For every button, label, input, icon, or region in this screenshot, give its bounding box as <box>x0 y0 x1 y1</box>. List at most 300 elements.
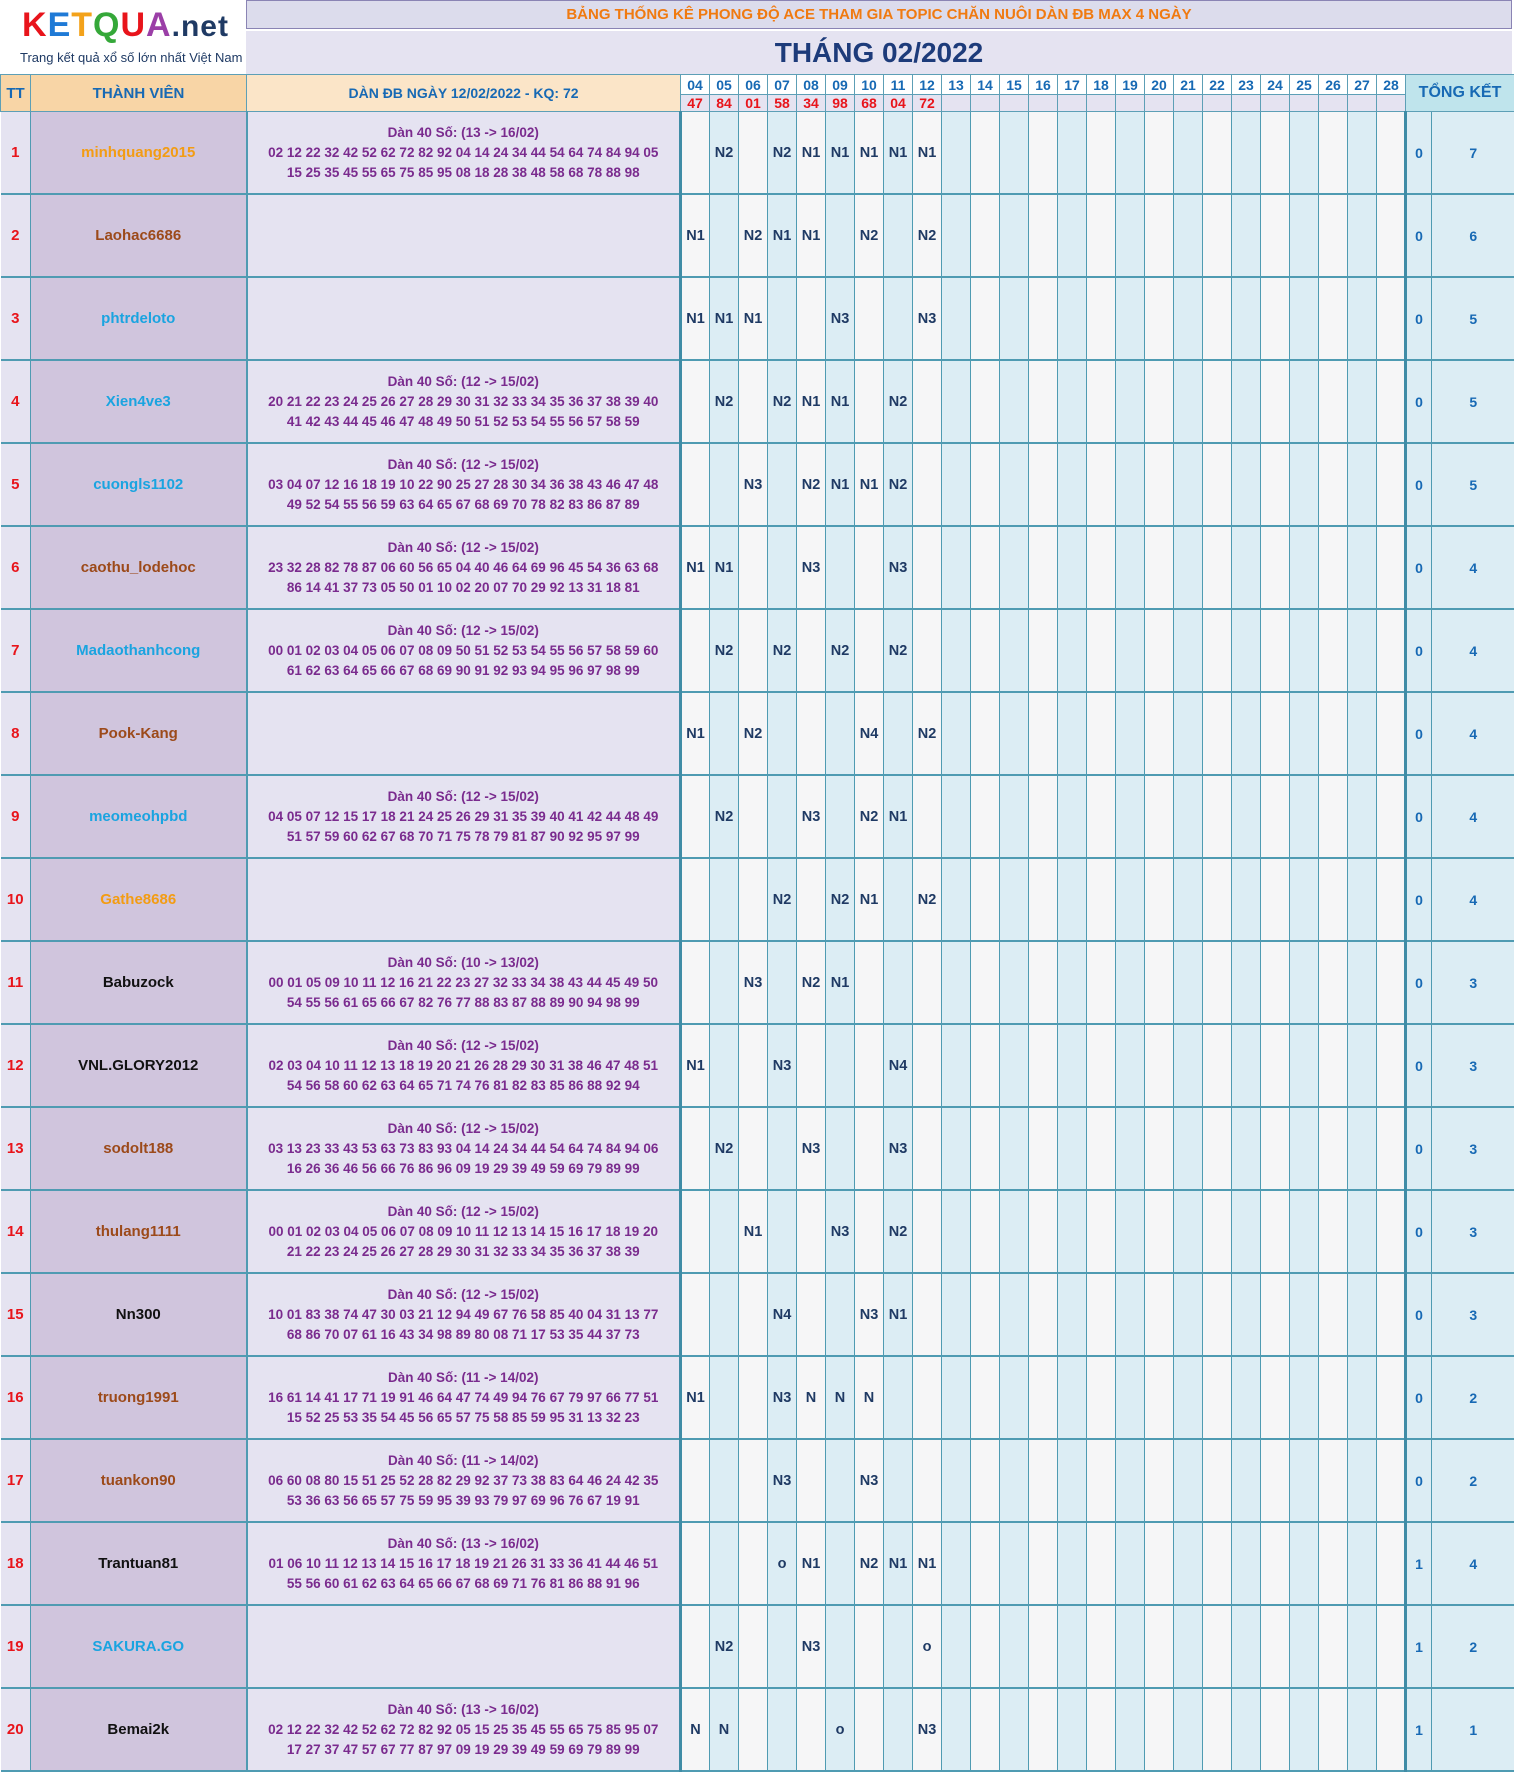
day-cell <box>1029 526 1058 609</box>
day-result <box>1232 95 1261 112</box>
day-cell: N1 <box>913 112 942 195</box>
day-cell <box>797 609 826 692</box>
day-cell: N3 <box>768 1439 797 1522</box>
logo-suffix: .net <box>172 10 229 44</box>
month-title: THÁNG 02/2022 <box>246 31 1512 74</box>
day-cell: N1 <box>797 194 826 277</box>
day-cell <box>797 1190 826 1273</box>
day-cell <box>1174 692 1203 775</box>
day-cell <box>1348 526 1377 609</box>
member-name[interactable]: Trantuan81 <box>31 1522 247 1605</box>
day-cell: N2 <box>855 775 884 858</box>
day-cell <box>855 1605 884 1688</box>
dan-cell <box>247 112 681 195</box>
day-cell: N2 <box>710 775 739 858</box>
day-cell <box>1348 360 1377 443</box>
day-cell <box>1203 443 1232 526</box>
day-cell <box>826 1107 855 1190</box>
day-cell <box>942 1522 971 1605</box>
day-cell <box>1377 194 1406 277</box>
day-cell <box>1319 112 1348 195</box>
day-cell <box>1203 609 1232 692</box>
dan-line: 68 86 70 07 61 16 43 34 98 89 80 08 71 17 53 35 44 37 73 <box>248 1325 680 1345</box>
member-name[interactable]: Nn300 <box>31 1273 247 1356</box>
day-cell <box>768 1190 797 1273</box>
row-number: 9 <box>1 775 31 858</box>
day-cell <box>1000 1190 1029 1273</box>
day-cell: N2 <box>768 609 797 692</box>
day-cell <box>1145 1522 1174 1605</box>
dan-line: 15 25 35 45 55 65 75 85 95 08 18 28 38 48 58 68 78 88 98 <box>248 163 680 183</box>
member-name[interactable]: Babuzock <box>31 941 247 1024</box>
day-cell <box>1174 1439 1203 1522</box>
day-cell <box>710 1024 739 1107</box>
day-header: 23 <box>1232 75 1261 95</box>
day-cell <box>884 194 913 277</box>
day-cell <box>1348 692 1377 775</box>
member-name[interactable]: truong1991 <box>31 1356 247 1439</box>
day-cell <box>942 1356 971 1439</box>
day-cell <box>1290 1107 1319 1190</box>
day-cell <box>1000 1439 1029 1522</box>
member-name[interactable]: Laohac6686 <box>31 194 247 277</box>
total-score: 3 <box>1432 941 1514 1024</box>
day-cell: N2 <box>884 360 913 443</box>
dan-line: Dàn 40 Số: (11 -> 14/02) <box>248 1451 680 1471</box>
day-cell <box>739 775 768 858</box>
row-number: 17 <box>1 1439 31 1522</box>
row-number: 16 <box>1 1356 31 1439</box>
dan-line: 02 12 22 32 42 52 62 72 82 92 05 15 25 35 45 55 65 75 85 95 07 <box>248 1720 680 1740</box>
day-cell: N2 <box>855 194 884 277</box>
day-cell <box>1261 526 1290 609</box>
day-cell <box>1319 194 1348 277</box>
day-cell <box>739 1688 768 1771</box>
dan-cell <box>247 1107 681 1190</box>
dan-line: 55 56 60 61 62 63 64 65 66 67 68 69 71 76 81 86 88 91 96 <box>248 1574 680 1594</box>
ketqua-logo[interactable] <box>0 0 244 76</box>
day-cell <box>1087 609 1116 692</box>
day-cell <box>1377 1024 1406 1107</box>
day-cell <box>1290 609 1319 692</box>
row-number: 7 <box>1 609 31 692</box>
day-cell <box>1000 1273 1029 1356</box>
day-cell: N2 <box>710 1605 739 1688</box>
day-cell <box>1087 1356 1116 1439</box>
row-number: 5 <box>1 443 31 526</box>
member-name[interactable]: tuankon90 <box>31 1439 247 1522</box>
day-cell: N1 <box>855 443 884 526</box>
day-cell: N1 <box>739 1190 768 1273</box>
day-cell <box>1290 112 1319 195</box>
day-cell <box>1058 360 1087 443</box>
logo-letter: E <box>48 6 72 45</box>
day-cell <box>681 1190 710 1273</box>
dan-cell <box>247 775 681 858</box>
day-cell: N3 <box>884 1107 913 1190</box>
day-cell <box>1029 277 1058 360</box>
day-cell: N3 <box>768 1024 797 1107</box>
day-cell <box>1203 360 1232 443</box>
day-cell <box>1058 443 1087 526</box>
day-cell <box>1377 1107 1406 1190</box>
day-cell <box>1261 1605 1290 1688</box>
day-cell <box>1029 360 1058 443</box>
day-cell <box>1116 1024 1145 1107</box>
member-name[interactable]: Pook-Kang <box>31 692 247 775</box>
day-result <box>1116 95 1145 112</box>
stats-table <box>0 74 1514 1772</box>
member-name[interactable]: SAKURA.GO <box>31 1605 247 1688</box>
day-cell <box>1145 1439 1174 1522</box>
day-cell <box>1116 526 1145 609</box>
dan-cell <box>247 1356 681 1439</box>
day-cell <box>1174 360 1203 443</box>
day-cell <box>971 194 1000 277</box>
day-cell <box>1029 1688 1058 1771</box>
total-hits: 0 <box>1406 1107 1432 1190</box>
dan-line: 00 01 02 03 04 05 06 07 08 09 50 51 52 53 54 55 56 57 58 59 60 <box>248 641 680 661</box>
day-cell <box>942 858 971 941</box>
day-cell <box>1261 1107 1290 1190</box>
day-header: 14 <box>971 75 1000 95</box>
day-cell <box>942 1024 971 1107</box>
day-cell <box>1116 1522 1145 1605</box>
day-cell <box>739 360 768 443</box>
day-cell: N2 <box>797 443 826 526</box>
day-cell <box>913 1190 942 1273</box>
day-cell <box>1087 775 1116 858</box>
row-number: 4 <box>1 360 31 443</box>
day-cell <box>1029 443 1058 526</box>
day-result: 84 <box>710 95 739 112</box>
day-cell <box>1377 277 1406 360</box>
day-cell <box>1145 526 1174 609</box>
day-cell: N1 <box>739 277 768 360</box>
day-cell <box>1203 112 1232 195</box>
day-cell <box>971 360 1000 443</box>
day-cell: N1 <box>884 112 913 195</box>
day-cell <box>855 526 884 609</box>
day-cell <box>971 1190 1000 1273</box>
day-cell <box>1377 692 1406 775</box>
total-hits: 0 <box>1406 1273 1432 1356</box>
day-cell: N <box>681 1688 710 1771</box>
day-cell <box>942 194 971 277</box>
day-cell: N2 <box>855 1522 884 1605</box>
member-name[interactable]: cuongls1102 <box>31 443 247 526</box>
day-cell <box>855 1190 884 1273</box>
day-cell <box>1087 1605 1116 1688</box>
total-hits: 1 <box>1406 1522 1432 1605</box>
day-cell <box>1145 112 1174 195</box>
day-cell <box>1203 941 1232 1024</box>
day-cell <box>1348 1356 1377 1439</box>
dan-line: Dàn 40 Số: (12 -> 15/02) <box>248 455 680 475</box>
day-cell <box>1058 1190 1087 1273</box>
dan-cell <box>247 1190 681 1273</box>
day-cell <box>710 692 739 775</box>
day-cell <box>710 194 739 277</box>
day-cell: N2 <box>884 609 913 692</box>
day-cell <box>1116 858 1145 941</box>
total-score: 2 <box>1432 1439 1514 1522</box>
day-cell <box>884 1605 913 1688</box>
day-cell: N2 <box>739 194 768 277</box>
day-result <box>942 95 971 112</box>
member-name[interactable]: sodolt188 <box>31 1107 247 1190</box>
day-cell <box>971 443 1000 526</box>
day-cell <box>681 1522 710 1605</box>
day-cell <box>942 526 971 609</box>
logo-letter: A <box>146 6 172 45</box>
day-cell <box>1058 1688 1087 1771</box>
day-cell <box>826 692 855 775</box>
day-cell <box>1174 941 1203 1024</box>
day-header: 21 <box>1174 75 1203 95</box>
day-header: 04 <box>681 75 710 95</box>
day-cell <box>1203 775 1232 858</box>
member-name[interactable]: Xien4ve3 <box>31 360 247 443</box>
day-cell <box>1232 443 1261 526</box>
day-cell <box>1232 277 1261 360</box>
day-cell <box>1377 1522 1406 1605</box>
day-cell <box>1000 692 1029 775</box>
day-cell <box>826 526 855 609</box>
day-cell <box>971 941 1000 1024</box>
table-row <box>1 858 1514 941</box>
day-result: 68 <box>855 95 884 112</box>
day-result: 47 <box>681 95 710 112</box>
member-name[interactable]: minhquang2015 <box>31 112 247 195</box>
day-cell <box>1145 609 1174 692</box>
day-cell <box>971 1522 1000 1605</box>
dan-line: 86 14 41 37 73 05 50 01 10 02 20 07 70 29 92 13 31 18 81 <box>248 578 680 598</box>
day-cell: N3 <box>797 526 826 609</box>
day-cell <box>739 1522 768 1605</box>
day-cell: N1 <box>768 194 797 277</box>
table-row <box>1 609 1514 692</box>
day-cell <box>1174 609 1203 692</box>
day-cell <box>768 1688 797 1771</box>
member-name[interactable]: Bemai2k <box>31 1688 247 1771</box>
day-cell <box>1348 775 1377 858</box>
day-cell <box>710 443 739 526</box>
day-cell <box>1377 112 1406 195</box>
day-cell: N2 <box>826 609 855 692</box>
day-cell <box>1145 692 1174 775</box>
day-cell <box>884 941 913 1024</box>
day-cell <box>1290 1522 1319 1605</box>
dan-line: 23 32 28 82 78 87 06 60 56 65 04 40 46 64 69 96 45 54 36 63 68 <box>248 558 680 578</box>
day-cell: N1 <box>681 1356 710 1439</box>
day-cell <box>1087 858 1116 941</box>
member-name[interactable]: caothu_lodehoc <box>31 526 247 609</box>
day-cell <box>913 1273 942 1356</box>
day-cell <box>1203 277 1232 360</box>
day-cell <box>971 1356 1000 1439</box>
dan-line: Dàn 40 Số: (10 -> 13/02) <box>248 953 680 973</box>
member-name[interactable]: thulang1111 <box>31 1190 247 1273</box>
day-cell <box>1261 1522 1290 1605</box>
header-dan: DÀN ĐB NGÀY 12/02/2022 - KQ: 72 <box>247 75 681 112</box>
day-cell <box>1261 194 1290 277</box>
day-cell <box>971 1688 1000 1771</box>
day-header: 07 <box>768 75 797 95</box>
row-number: 1 <box>1 112 31 195</box>
day-cell <box>1232 1439 1261 1522</box>
day-cell <box>884 277 913 360</box>
day-cell <box>681 1439 710 1522</box>
day-cell: N2 <box>768 360 797 443</box>
day-cell <box>1000 194 1029 277</box>
day-cell <box>681 1605 710 1688</box>
total-hits: 0 <box>1406 526 1432 609</box>
day-cell <box>1058 775 1087 858</box>
day-cell: N1 <box>681 1024 710 1107</box>
table-row <box>1 194 1514 277</box>
day-cell: N3 <box>826 1190 855 1273</box>
day-cell <box>1000 858 1029 941</box>
day-cell <box>855 1024 884 1107</box>
day-cell <box>1261 1439 1290 1522</box>
day-cell <box>971 1024 1000 1107</box>
day-cell <box>710 1439 739 1522</box>
total-hits: 0 <box>1406 858 1432 941</box>
day-cell <box>1174 1024 1203 1107</box>
day-cell <box>942 609 971 692</box>
day-cell <box>768 1605 797 1688</box>
day-cell <box>1261 775 1290 858</box>
day-cell <box>971 1273 1000 1356</box>
day-cell: N2 <box>768 112 797 195</box>
day-cell: N1 <box>884 1522 913 1605</box>
day-cell: N2 <box>884 443 913 526</box>
dan-line: Dàn 40 Số: (12 -> 15/02) <box>248 1036 680 1056</box>
day-cell <box>1290 1688 1319 1771</box>
day-cell <box>1058 526 1087 609</box>
day-cell <box>681 360 710 443</box>
day-result <box>1000 95 1029 112</box>
day-cell <box>1203 1273 1232 1356</box>
day-cell <box>1116 1356 1145 1439</box>
day-header: 19 <box>1116 75 1145 95</box>
member-name[interactable]: Madaothanhcong <box>31 609 247 692</box>
dan-cell <box>247 1439 681 1522</box>
day-cell: N3 <box>797 1107 826 1190</box>
day-cell <box>1348 858 1377 941</box>
total-hits: 0 <box>1406 941 1432 1024</box>
day-cell <box>1174 1522 1203 1605</box>
day-result <box>1174 95 1203 112</box>
total-score: 2 <box>1432 1356 1514 1439</box>
day-cell <box>1145 775 1174 858</box>
total-score: 4 <box>1432 1522 1514 1605</box>
day-cell <box>942 112 971 195</box>
member-name[interactable]: Gathe8686 <box>31 858 247 941</box>
table-row <box>1 1605 1514 1688</box>
day-cell <box>1232 858 1261 941</box>
day-cell <box>739 858 768 941</box>
dan-line: 01 06 10 11 12 13 14 15 16 17 18 19 21 26 31 33 36 41 44 46 51 <box>248 1554 680 1574</box>
day-cell <box>942 941 971 1024</box>
total-score: 4 <box>1432 775 1514 858</box>
day-cell <box>681 1107 710 1190</box>
table-row <box>1 1356 1514 1439</box>
day-cell <box>1116 112 1145 195</box>
day-cell <box>739 1356 768 1439</box>
day-cell <box>1319 1605 1348 1688</box>
member-name[interactable]: VNL.GLORY2012 <box>31 1024 247 1107</box>
logo-letter: U <box>120 6 146 45</box>
total-score: 7 <box>1432 112 1514 195</box>
day-cell <box>1348 1688 1377 1771</box>
day-cell: N1 <box>826 112 855 195</box>
day-result <box>971 95 1000 112</box>
day-cell <box>1029 609 1058 692</box>
dan-line: 54 55 56 61 65 66 67 82 76 77 88 83 87 88 89 90 94 98 99 <box>248 993 680 1013</box>
day-header: 16 <box>1029 75 1058 95</box>
day-cell <box>1290 1024 1319 1107</box>
day-cell <box>1145 360 1174 443</box>
row-number: 13 <box>1 1107 31 1190</box>
day-cell: N1 <box>884 1273 913 1356</box>
day-cell: N2 <box>768 858 797 941</box>
day-cell <box>913 443 942 526</box>
day-cell <box>913 1024 942 1107</box>
day-cell <box>884 858 913 941</box>
day-cell: N2 <box>826 858 855 941</box>
day-cell <box>1348 1190 1377 1273</box>
row-number: 15 <box>1 1273 31 1356</box>
total-score: 2 <box>1432 1605 1514 1688</box>
day-cell <box>739 1107 768 1190</box>
day-cell <box>1058 609 1087 692</box>
day-cell <box>1116 941 1145 1024</box>
member-name[interactable]: meomeohpbd <box>31 775 247 858</box>
total-score: 4 <box>1432 526 1514 609</box>
day-cell <box>1145 443 1174 526</box>
day-cell: N2 <box>710 609 739 692</box>
total-hits: 0 <box>1406 1439 1432 1522</box>
day-cell <box>1290 526 1319 609</box>
day-cell <box>1232 1190 1261 1273</box>
day-cell: N4 <box>855 692 884 775</box>
day-cell <box>1174 858 1203 941</box>
day-cell <box>1232 1356 1261 1439</box>
dan-line: Dàn 40 Số: (12 -> 15/02) <box>248 372 680 392</box>
day-header: 15 <box>1000 75 1029 95</box>
row-number: 2 <box>1 194 31 277</box>
total-hits: 1 <box>1406 1688 1432 1771</box>
table-row <box>1 112 1514 195</box>
day-cell <box>710 1522 739 1605</box>
day-cell <box>1058 1356 1087 1439</box>
day-cell <box>1145 858 1174 941</box>
day-cell: o <box>768 1522 797 1605</box>
day-cell <box>826 194 855 277</box>
day-cell <box>1116 277 1145 360</box>
day-header: 12 <box>913 75 942 95</box>
day-cell <box>1232 1522 1261 1605</box>
dan-line: 21 22 23 24 25 26 27 28 29 30 31 32 33 34 35 36 37 38 39 <box>248 1242 680 1262</box>
member-name[interactable]: phtrdeloto <box>31 277 247 360</box>
table-row <box>1 1522 1514 1605</box>
dan-line: 54 56 58 60 62 63 64 65 71 74 76 81 82 83 85 86 88 92 94 <box>248 1076 680 1096</box>
day-cell: N3 <box>826 277 855 360</box>
day-header: 17 <box>1058 75 1087 95</box>
day-cell <box>1145 1356 1174 1439</box>
